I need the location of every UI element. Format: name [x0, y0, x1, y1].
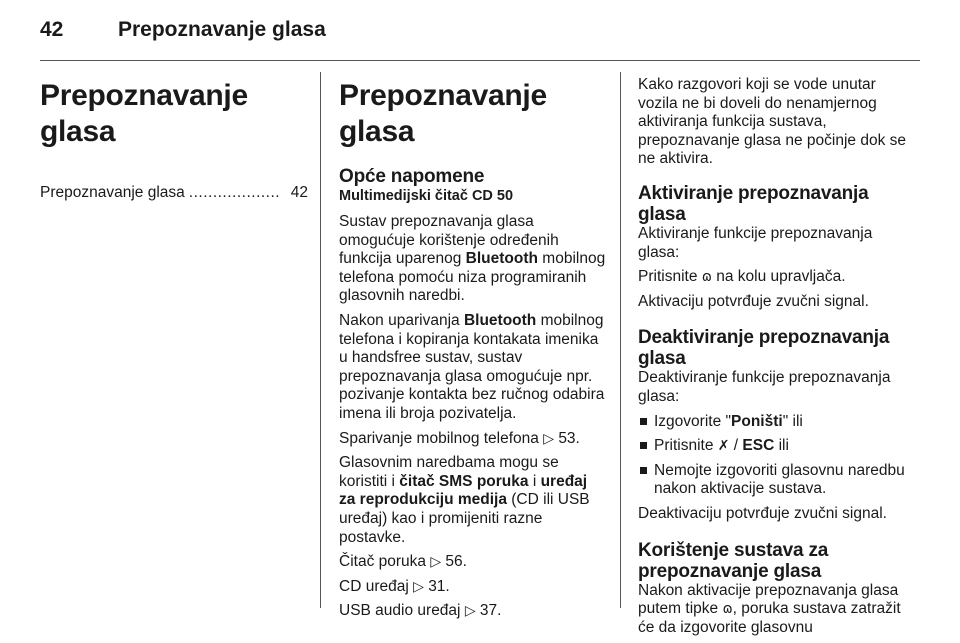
- column-divider: [320, 72, 321, 608]
- mute-icon: ✗: [717, 438, 730, 455]
- bullet-icon: [640, 467, 647, 474]
- page-header: [40, 12, 920, 48]
- chapter-title: Prepoznavanje glasa: [40, 79, 248, 148]
- toc-leader: ...................: [188, 184, 281, 201]
- paragraph: Deaktiviranje funkcije prepoznavanja glasa:: [638, 369, 891, 405]
- paragraph: [339, 553, 607, 572]
- heading-use: Korištenje sustava za prepoznavanje glasa: [638, 539, 829, 582]
- text: na kolu upravljača.: [711, 268, 846, 286]
- header-rule: [40, 60, 920, 61]
- triangle-right-icon: ▷: [413, 578, 424, 595]
- text: /: [729, 437, 743, 455]
- text: Sustav prepoznavanja glasa omogućuje korištenje određenih funkcija uparenog: [339, 213, 559, 268]
- list-item: [638, 413, 908, 432]
- text: " ili: [782, 412, 803, 430]
- text: (CD ili USB uređaj) kao i promijeniti razne postavke.: [339, 491, 590, 546]
- triangle-right-icon: ▷: [464, 603, 476, 620]
- section-subtitle: Opće napomene: [339, 166, 485, 187]
- text: i: [528, 472, 541, 490]
- triangle-right-icon: ▷: [430, 554, 442, 571]
- paragraph: Aktiviranje funkcije prepoznavanja glasa:: [638, 224, 873, 261]
- text: Izgovorite ": [654, 412, 732, 430]
- list-item: [638, 462, 908, 499]
- column-toc: [40, 72, 308, 202]
- bold-text: Bluetooth: [465, 250, 538, 268]
- paragraph: [339, 602, 607, 621]
- bold-text: uređaj za reprodukciju medija: [339, 472, 588, 509]
- toc-page: 42: [290, 184, 308, 201]
- text: Glasovnim naredbama mogu se koristiti i: [339, 454, 559, 490]
- text: ili: [774, 437, 789, 455]
- paragraph: [339, 312, 607, 424]
- text: Nakon uparivanja: [339, 311, 464, 329]
- page-ref[interactable]: 31.: [428, 577, 450, 595]
- paragraph: [339, 213, 607, 306]
- paragraph: [339, 430, 607, 449]
- paragraph: Kako razgovori koji se vode unutar vozila ne bi doveli do nenamjernog aktiviranja funkcija sustava, prepoznavanje glasa ne počinje dok se ne aktivira.: [638, 76, 906, 168]
- text: , poruka sustava zatražit će da izgovorite glasovnu: [638, 600, 901, 636]
- voice-icon: ɷ: [701, 269, 712, 286]
- page-number: 42: [40, 18, 64, 41]
- text: Pritisnite: [638, 268, 702, 286]
- text: USB audio uređaj: [339, 602, 465, 620]
- page-ref[interactable]: 56.: [445, 553, 467, 571]
- column-main: [339, 72, 607, 627]
- header-title: Prepoznavanje glasa: [118, 18, 326, 41]
- heading-deactivate: Deaktiviranje prepoznavanja glasa: [638, 327, 890, 370]
- toc-label: Prepoznavanje glasa: [40, 184, 185, 201]
- paragraph: [638, 582, 908, 638]
- bullet-icon: [640, 418, 647, 425]
- voice-icon: ɷ: [722, 601, 733, 618]
- column-right: [638, 72, 908, 643]
- text: Čitač poruka: [339, 553, 431, 571]
- text: Nakon aktivacije prepoznavanja glasa putem tipke: [638, 581, 899, 618]
- toc-entry[interactable]: [40, 184, 308, 202]
- paragraph: [339, 578, 607, 597]
- page-ref[interactable]: 37.: [479, 602, 502, 620]
- paragraph: Deaktivaciju potvrđuje zvučni signal.: [638, 504, 887, 522]
- text: Sparivanje mobilnog telefona: [339, 429, 544, 447]
- paragraph: Aktivaciju potvrđuje zvučni signal.: [638, 292, 869, 310]
- text: mobilnog telefona i kopiranja kontakata imenika u handsfree sustav, sustav prepoznavanja glasa omogućuje npr. pozivanje kontakta bez ručnog odabira imena ili broja pozivatelja.: [339, 311, 605, 422]
- bold-text: ESC: [742, 437, 775, 455]
- text: mobilnog telefona pomoću niza programiranih glasovnih naredbi.: [339, 250, 606, 305]
- heading-activate: Aktiviranje prepoznavanja glasa: [638, 182, 869, 225]
- column-divider: [620, 72, 621, 608]
- bold-text: čitač SMS poruka: [399, 472, 529, 490]
- section-title: Prepoznavanje glasa: [339, 79, 547, 148]
- text: CD uređaj: [339, 577, 414, 595]
- bold-text: Poništi: [731, 412, 783, 430]
- page-ref[interactable]: 53.: [558, 429, 580, 447]
- subheading: Multimedijski čitač CD 50: [339, 188, 514, 204]
- paragraph: [638, 268, 908, 287]
- bold-text: Bluetooth: [463, 311, 537, 329]
- text: Nemojte izgovoriti glasovnu naredbu nakon aktivacije sustava.: [654, 461, 905, 498]
- bullet-icon: [640, 442, 647, 449]
- text: Pritisnite: [654, 437, 718, 455]
- bullet-list: [638, 413, 908, 499]
- list-item: [638, 437, 908, 456]
- triangle-right-icon: ▷: [543, 430, 554, 447]
- paragraph: [339, 454, 607, 547]
